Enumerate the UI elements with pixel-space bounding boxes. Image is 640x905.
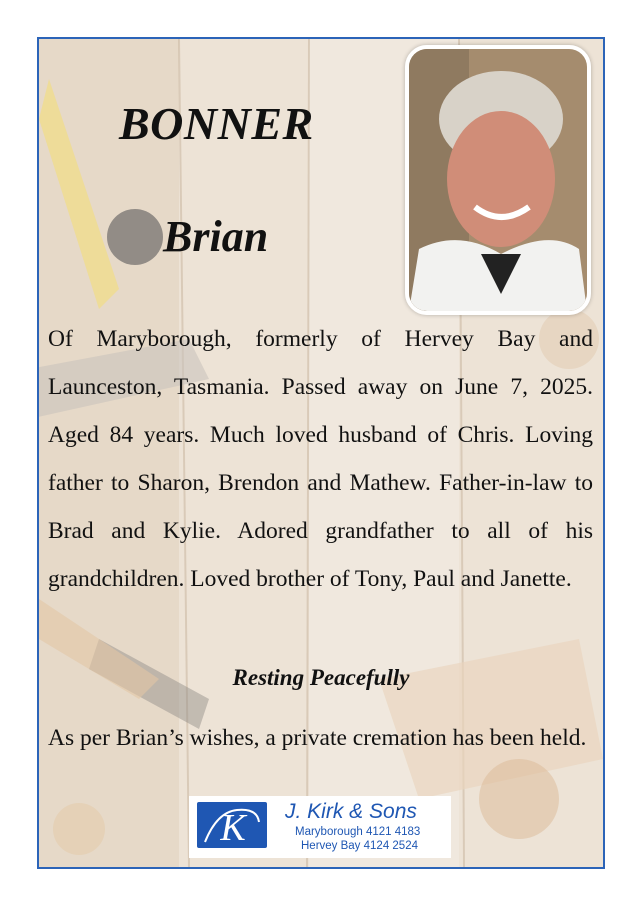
first-name-heading: Brian [163, 212, 269, 261]
notice-body: Of Maryborough, formerly of Hervey Bay and Launceston, Tasmania. Passed away on June 7, 2025. Aged 84 years. Much loved husband of Chris. Loving father to Sharon, Brendon and Mathew. Father-in-law to Brad and Kylie. Adored grandfather to all of his grandchildren. Loved brother of Tony, Paul and Janette. [48, 326, 593, 592]
monogram-letter: K [220, 807, 246, 848]
closing-text: As per Brian’s wishes, a private cremation has been held. [48, 725, 587, 751]
surname-heading: BONNER [119, 98, 314, 149]
death-notice [37, 37, 605, 869]
portrait-photo [405, 45, 591, 315]
monogram-logo [197, 802, 267, 848]
funeral-home-logo [189, 796, 451, 858]
funeral-home-phone-hervey-bay: Hervey Bay 4124 2524 [301, 840, 418, 852]
funeral-home-phone-maryborough: Maryborough 4121 4183 [295, 826, 421, 838]
funeral-home-name: J. Kirk & Sons [285, 800, 417, 823]
resting-line: Resting Peacefully [232, 665, 410, 690]
